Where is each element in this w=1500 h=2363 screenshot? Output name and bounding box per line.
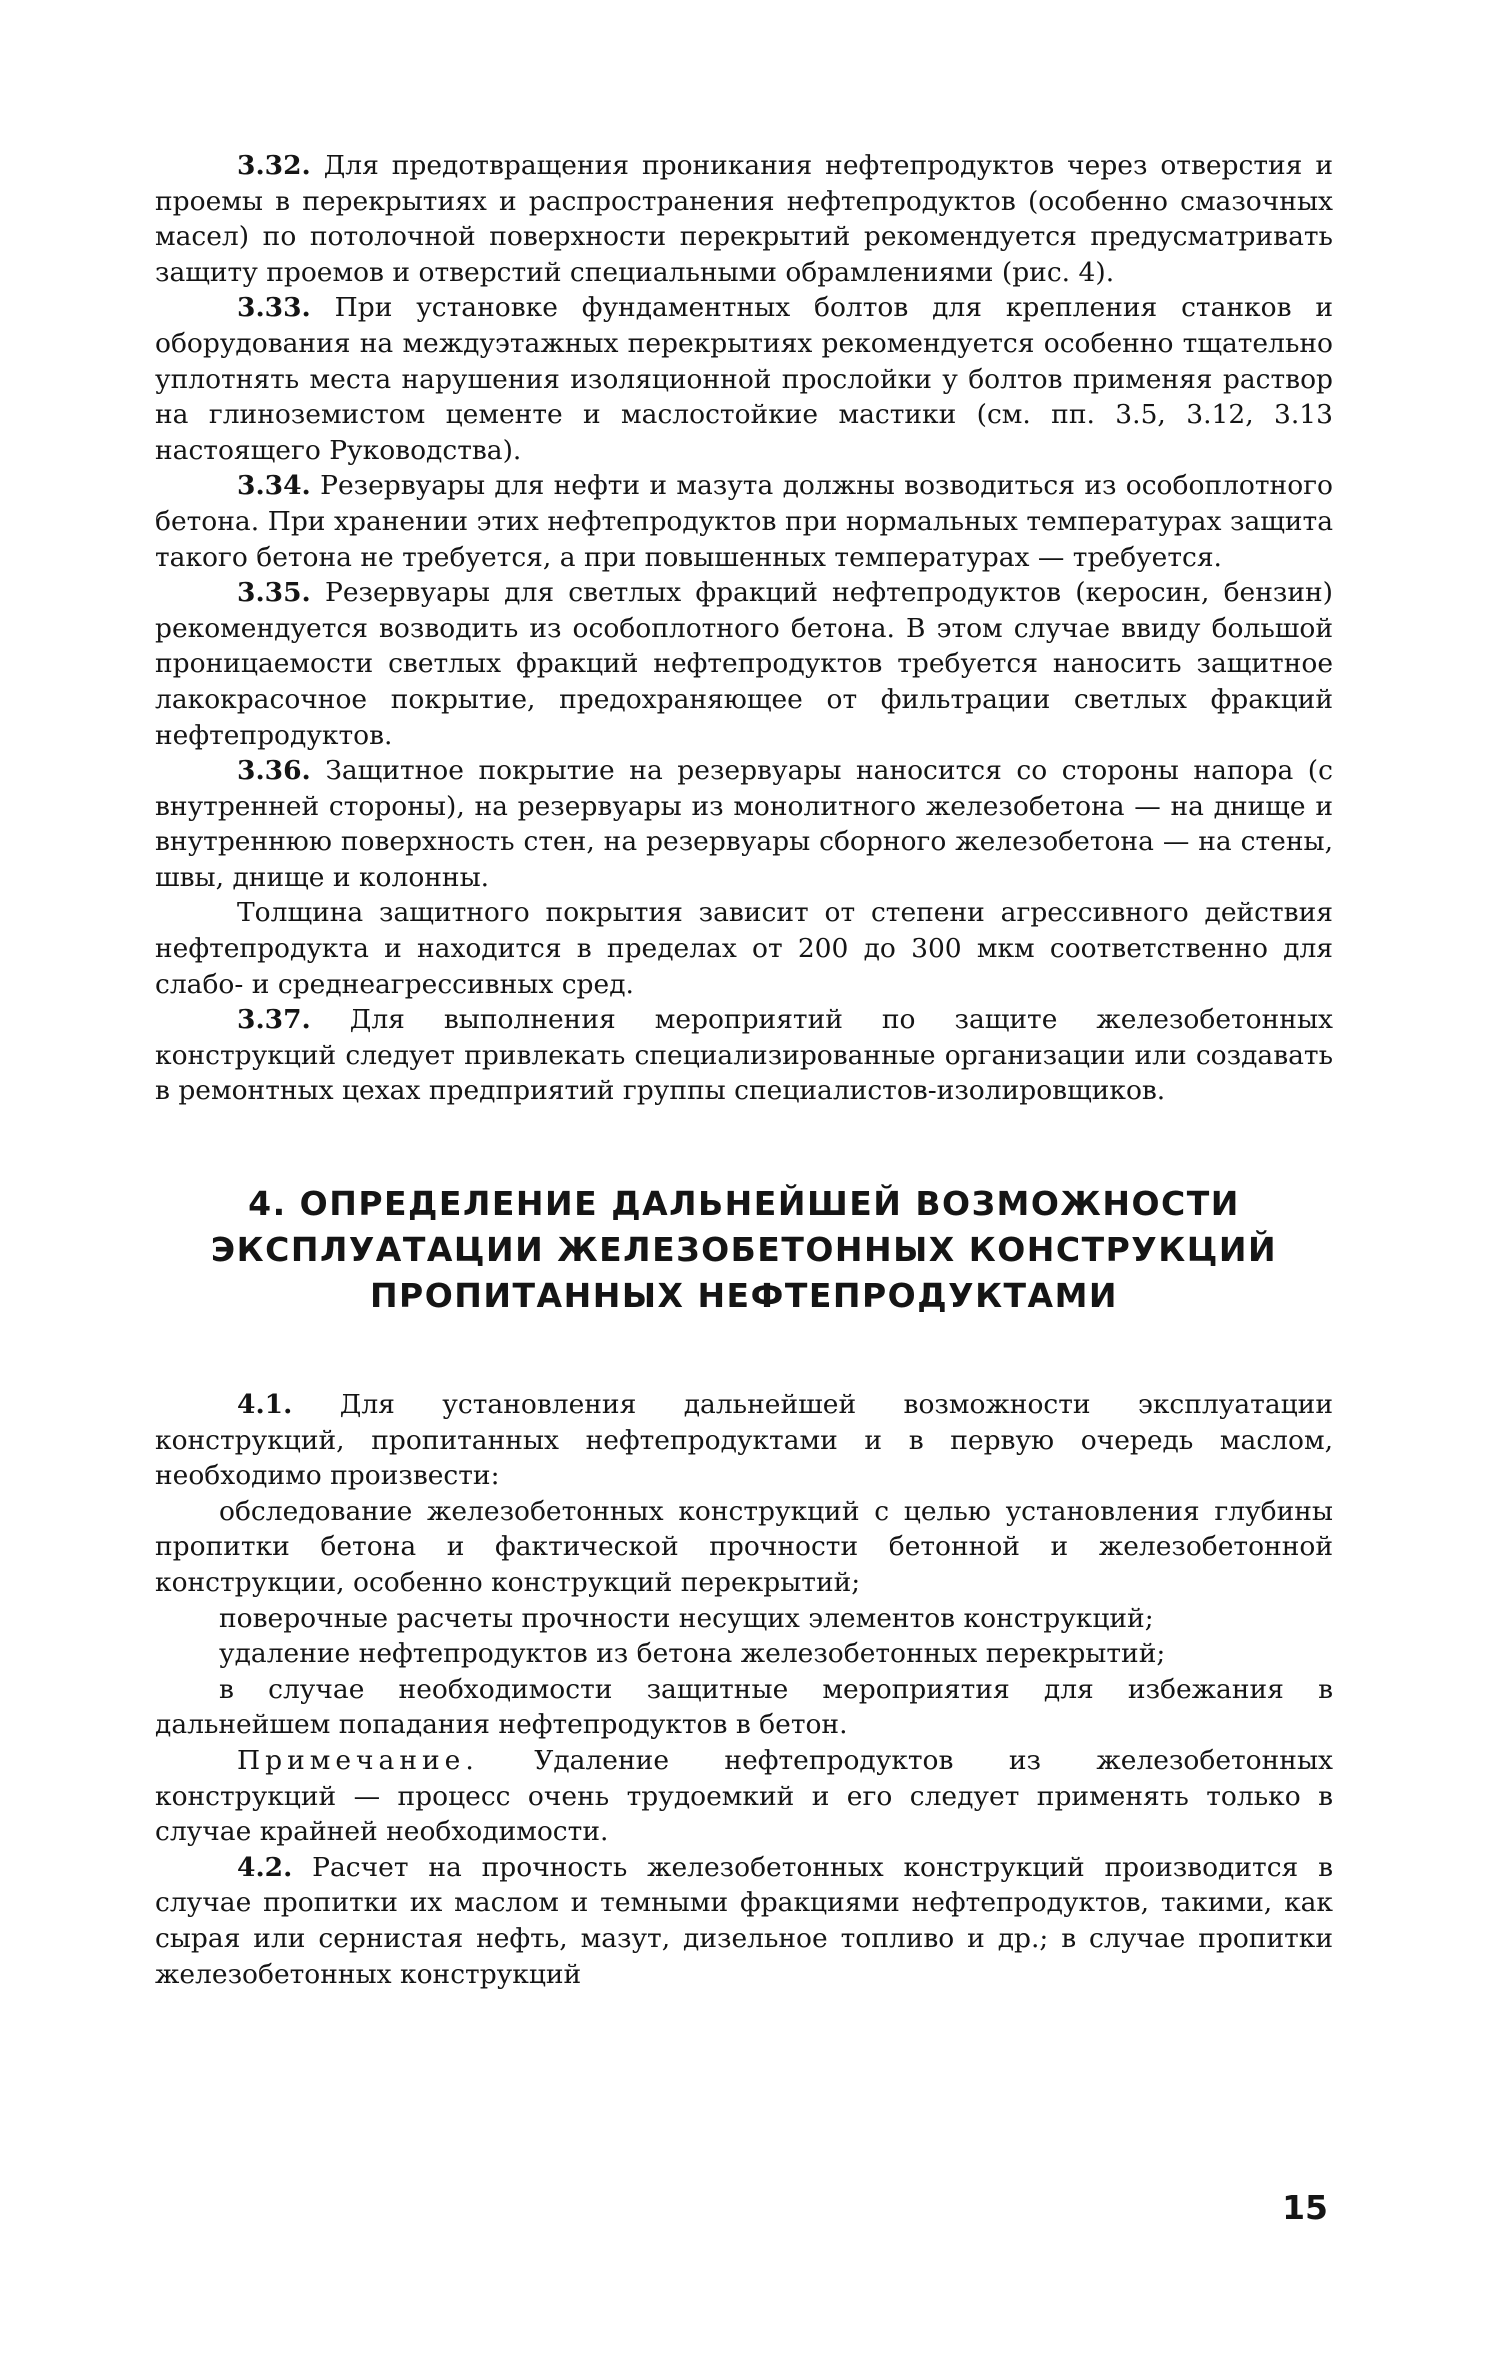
note-label: Примечание. [237,1744,479,1776]
paragraph-text: Для предотвращения проникания нефтепродуктов через отверстия и проемы в перекрытиях и распространения нефтепродуктов (особенно смазочных масел) по потолочной поверхности перекрытий рекомендуется предусматривать защиту проемов и отверстий специальными обрамлениями (рис. 4). [155,150,1333,288]
list-item: поверочные расчеты прочности несущих элементов конструкций; [219,1602,1154,1634]
paragraph-3-34 [155,468,1333,575]
paragraph-number: 4.2. [237,1851,293,1883]
paragraph-text: При установке фундаментных болтов для крепления станков и оборудования на междуэтажных перекрытиях рекомендуется особенно тщательно уплотнять места нарушения изоляционной прослойки у болтов применяя раствор на глиноземистом цементе и маслостойкие мастики (см. пп. 3.5, 3.12, 3.13 настоящего Руководства). [155,292,1333,466]
paragraph-text: Резервуары для нефти и мазута должны возводиться из особоплотного бетона. При хранении этих нефтепродуктов при нормальных температурах защита такого бетона не требуется, а при повышенных температурах — требуется. [155,470,1333,573]
paragraph-number: 3.34. [237,470,311,502]
paragraph-text: Резервуары для светлых фракций нефтепродуктов (керосин, бензин) рекомендуется возводить из особоплотного бетона. В этом случае ввиду большой проницаемости светлых фракций нефтепродуктов требуется наносить защитное лакокрасочное покрытие, предохраняющее от фильтрации светлых фракций нефтепродуктов. [155,577,1333,751]
heading-line-3: ПРОПИТАННЫХ НЕФТЕПРОДУКТАМИ [369,1276,1119,1316]
paragraph-text: Для выполнения мероприятий по защите железобетонных конструкций следует привлекать специализированные организации или создавать в ремонтных цехах предприятий группы специалистов-изолировщиков. [155,1004,1333,1107]
paragraph-4-2 [155,1850,1333,1992]
list-item: удаление нефтепродуктов из бетона железобетонных перекрытий; [219,1638,1166,1670]
paragraph-3-35 [155,575,1333,753]
note-paragraph [155,1743,1333,1850]
paragraph-coating-thickness [155,895,1333,1002]
paragraph-text: Для установления дальнейшей возможности эксплуатации конструкций, пропитанных нефтепродуктами и в первую очередь маслом, необходимо произвести: [155,1389,1333,1492]
paragraph-text: Толщина защитного покрытия зависит от степени агрессивного действия нефтепродукта и находится в пределах от 200 до 300 мкм соответственно для слабо- и среднеагрессивных сред. [155,897,1333,1000]
heading-line-2: ЭКСПЛУАТАЦИИ ЖЕЛЕЗОБЕТОННЫХ КОНСТРУКЦИЙ [210,1230,1278,1270]
page-body [155,148,1333,1992]
paragraph-3-33 [155,290,1333,468]
paragraph-number: 3.32. [237,150,311,181]
paragraph-3-32 [155,148,1333,290]
section-heading [155,1181,1333,1319]
paragraph-3-36 [155,753,1333,895]
paragraph-3-37 [155,1002,1333,1109]
paragraph-number: 3.35. [237,577,311,609]
paragraph-4-1 [155,1387,1333,1494]
list-item: в случае необходимости защитные мероприятия для избежания в дальнейшем попадания нефтепродуктов в бетон. [155,1673,1333,1741]
paragraph-number: 3.36. [237,755,311,787]
list-item: обследование железобетонных конструкций с целью установления глубины пропитки бетона и фактической прочности бетонной и железобетонной конструкции, особенно конструкций перекрытий; [155,1495,1333,1598]
paragraph-number: 3.37. [237,1004,311,1036]
paragraph-number: 4.1. [237,1389,293,1421]
heading-line-1: 4. ОПРЕДЕЛЕНИЕ ДАЛЬНЕЙШЕЙ ВОЗМОЖНОСТИ [248,1184,1240,1224]
page-number: 15 [1282,2188,1328,2227]
paragraph-text: Защитное покрытие на резервуары наносится со стороны напора (с внутренней стороны), на резервуары из монолитного железобетона — на днище и внутреннюю поверхность стен, на резервуары сборного железобетона — на стены, швы, днище и колонны. [155,755,1333,893]
paragraph-text: Расчет на прочность железобетонных конструкций производится в случае пропитки их маслом и темными фракциями нефтепродуктов, такими, как сырая или сернистая нефть, мазут, дизельное топливо и др.; в случае пропитки железобетонных конструкций [155,1851,1333,1990]
paragraph-number: 3.33. [237,292,311,324]
note-text: Удаление нефтепродуктов из железобетонных конструкций — процесс очень трудоемкий и его следует применять только в случае крайней необходимости. [155,1744,1333,1848]
